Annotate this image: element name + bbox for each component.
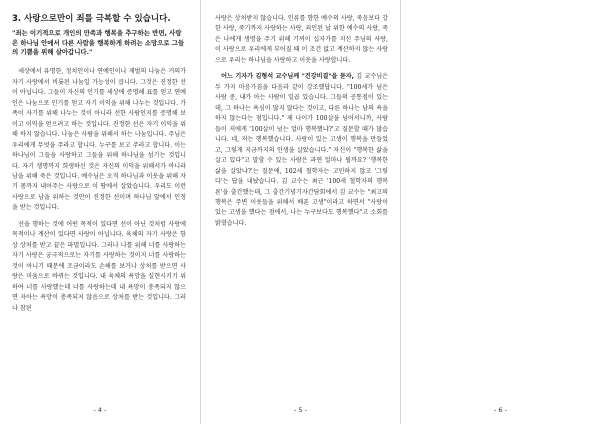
body-paragraph-1: 세상에서 유명한, 정치인이나 연예인이나 재벌의 나눔은 거의가 자기 사랑에서 비롯된 나눔일 가능성이 큽니다. 그것은 진정한 선이 아닙니다. 그들이 자신의 인기를 세상에 증명해 표를 얻고 연예인은 나눔으로 인기를 얻고 자기 이익을 위해 나누는 것입니다. 가족이 자기를 위해 나누는 것이 아니라 선한 사람인지를 증명해 보이고 이익을 얻으려고 하는 것입니다. 진정한 선은 자기 이익을 위해 하지 않습니다. 나눔은 사람을 위해서 하는 나눔입니다. 주님은 우리에게 무엇을 주라고 합니다. 누구를 보고 주라고 합니다. 이는 하나님이 그들을 사랑하고 그들을 위해 하나님을 섬기는 것입니다. 자기 생명까지 희생하신 것은 자신의 이익을 위해서가 아니라 남을 위해 죽은 것입니다. 예수님은 오직 하나님과 이웃을 위해 자기 몸까지 내어주는 사랑으로 이 땅에서 살았습니다. 우리도 이런 사랑으로 남을 위하는 것만이 진정한 선이며 하나님 앞에서 인정을 받는 것입니다. bbox=[12, 68, 186, 212]
middle-page bbox=[200, 0, 400, 424]
page-number-6: - 6 - bbox=[494, 406, 507, 414]
body-paragraph-continued: 사랑은 상처받지 않습니다. 인류를 향한 예수의 사랑, 죽음보다 강한 사랑, 죽기까지 사랑하는 사랑, 죄인된 날 위한 예수의 사랑, 죽은 나에게 생명을 주기 위해 기꺼이 십자가를 지신 주님의 사랑, 이 사랑으로 우리에게 부어질 때 이 조건 없고 계산하지 않는 사랑으로 우리는 하나님을 사랑하고 이웃을 사랑합니다. bbox=[215, 15, 388, 64]
page-number-4: - 4 - bbox=[93, 406, 107, 414]
body-paragraph-interview bbox=[215, 72, 388, 229]
interview-lead: 어느 기자가 김형석 교수님께 "건강비결"을 묻자, bbox=[221, 73, 354, 81]
right-page bbox=[400, 0, 600, 424]
section-quote: "죄는 이기적으로 개인의 만족과 행복을 추구하는 반면, 사랑은 하나님 안에서 다른 사람을 행복하게 하려는 소망으로 그들의 기쁨을 위해 살아갑니다." bbox=[12, 29, 185, 57]
left-page bbox=[0, 0, 200, 424]
page-number-5: - 5 - bbox=[294, 406, 307, 414]
section-heading: 3. 사랑으로만이 죄를 극복할 수 있습니다. bbox=[12, 14, 171, 24]
interview-text: 김 교수님은 두 가지 마음가짐을 다음과 같이 강조했답니다. "100세가 넘은 사람 중, 내가 아는 사람이 일곱 있습니다. 그들의 공통점이 있는데, 그 하나는 욕심이 많지 않다는 것이고, 다른 하나는 남의 욕을 하지 않는다는 점입니다." 제 나이가 100살을 넘어서니까, 사람들이 저에게 '100살이 넘는 얼마 행복했냐?'고 질문할 때가 많습니다. 네, 저는 행복했습니다. 사랑이 있는 고생이 행복을 만들었고, 그렇게 지금까지의 인생을 살았습니다." 자신이 "행복한 삶을 살고 있다"고 말할 수 있는 사람은 과연 얼마나 될까요? '행복한 삶을 살았냐?'는 질문에, 102세 철학자는 고민하지 않고 '그렇다'는 답을 내놨습니다. 김 교수는 최근 '100세 철학자의 행복론'을 출간했는데, 그 출간기념기자간담회에서 김 교수는 "최고의 행복은 주변 이웃들을 위해서 베푼 고생"이라고 하면서 "사랑이 있는 고생을 했다는 점에서, 나는 누구보다도 행복했다"고 소회를 밝혔습니다. bbox=[215, 73, 389, 227]
body-paragraph-2: 선을 행하는 것에 어떤 목적이 있다면 선이 아닌 것처럼 사랑에 목적이나 계산이 있다면 사랑이 아닙니다. 육체의 자기 사랑은 항상 상처를 받고 끝은 파멸입니다. 그러나 나를 위해 너를 사랑하는 자기 사랑은 궁극적으로는 자기를 사랑하는 것이지 너를 사랑하는 것이 아니기 때문에 조금이라도 손해를 보거나 상처를 받으면 사랑은 미움으로 바뀌는 것입니다. 내 육체의 욕망을 실현시키기 위하여 너를 사랑했는데 너를 사랑하는데 내 욕망이 충족되지 않으면 자아는 욕망이 충족되지 않음으로 상처를 받는 것입니다. 그러나 참된 bbox=[12, 220, 186, 312]
